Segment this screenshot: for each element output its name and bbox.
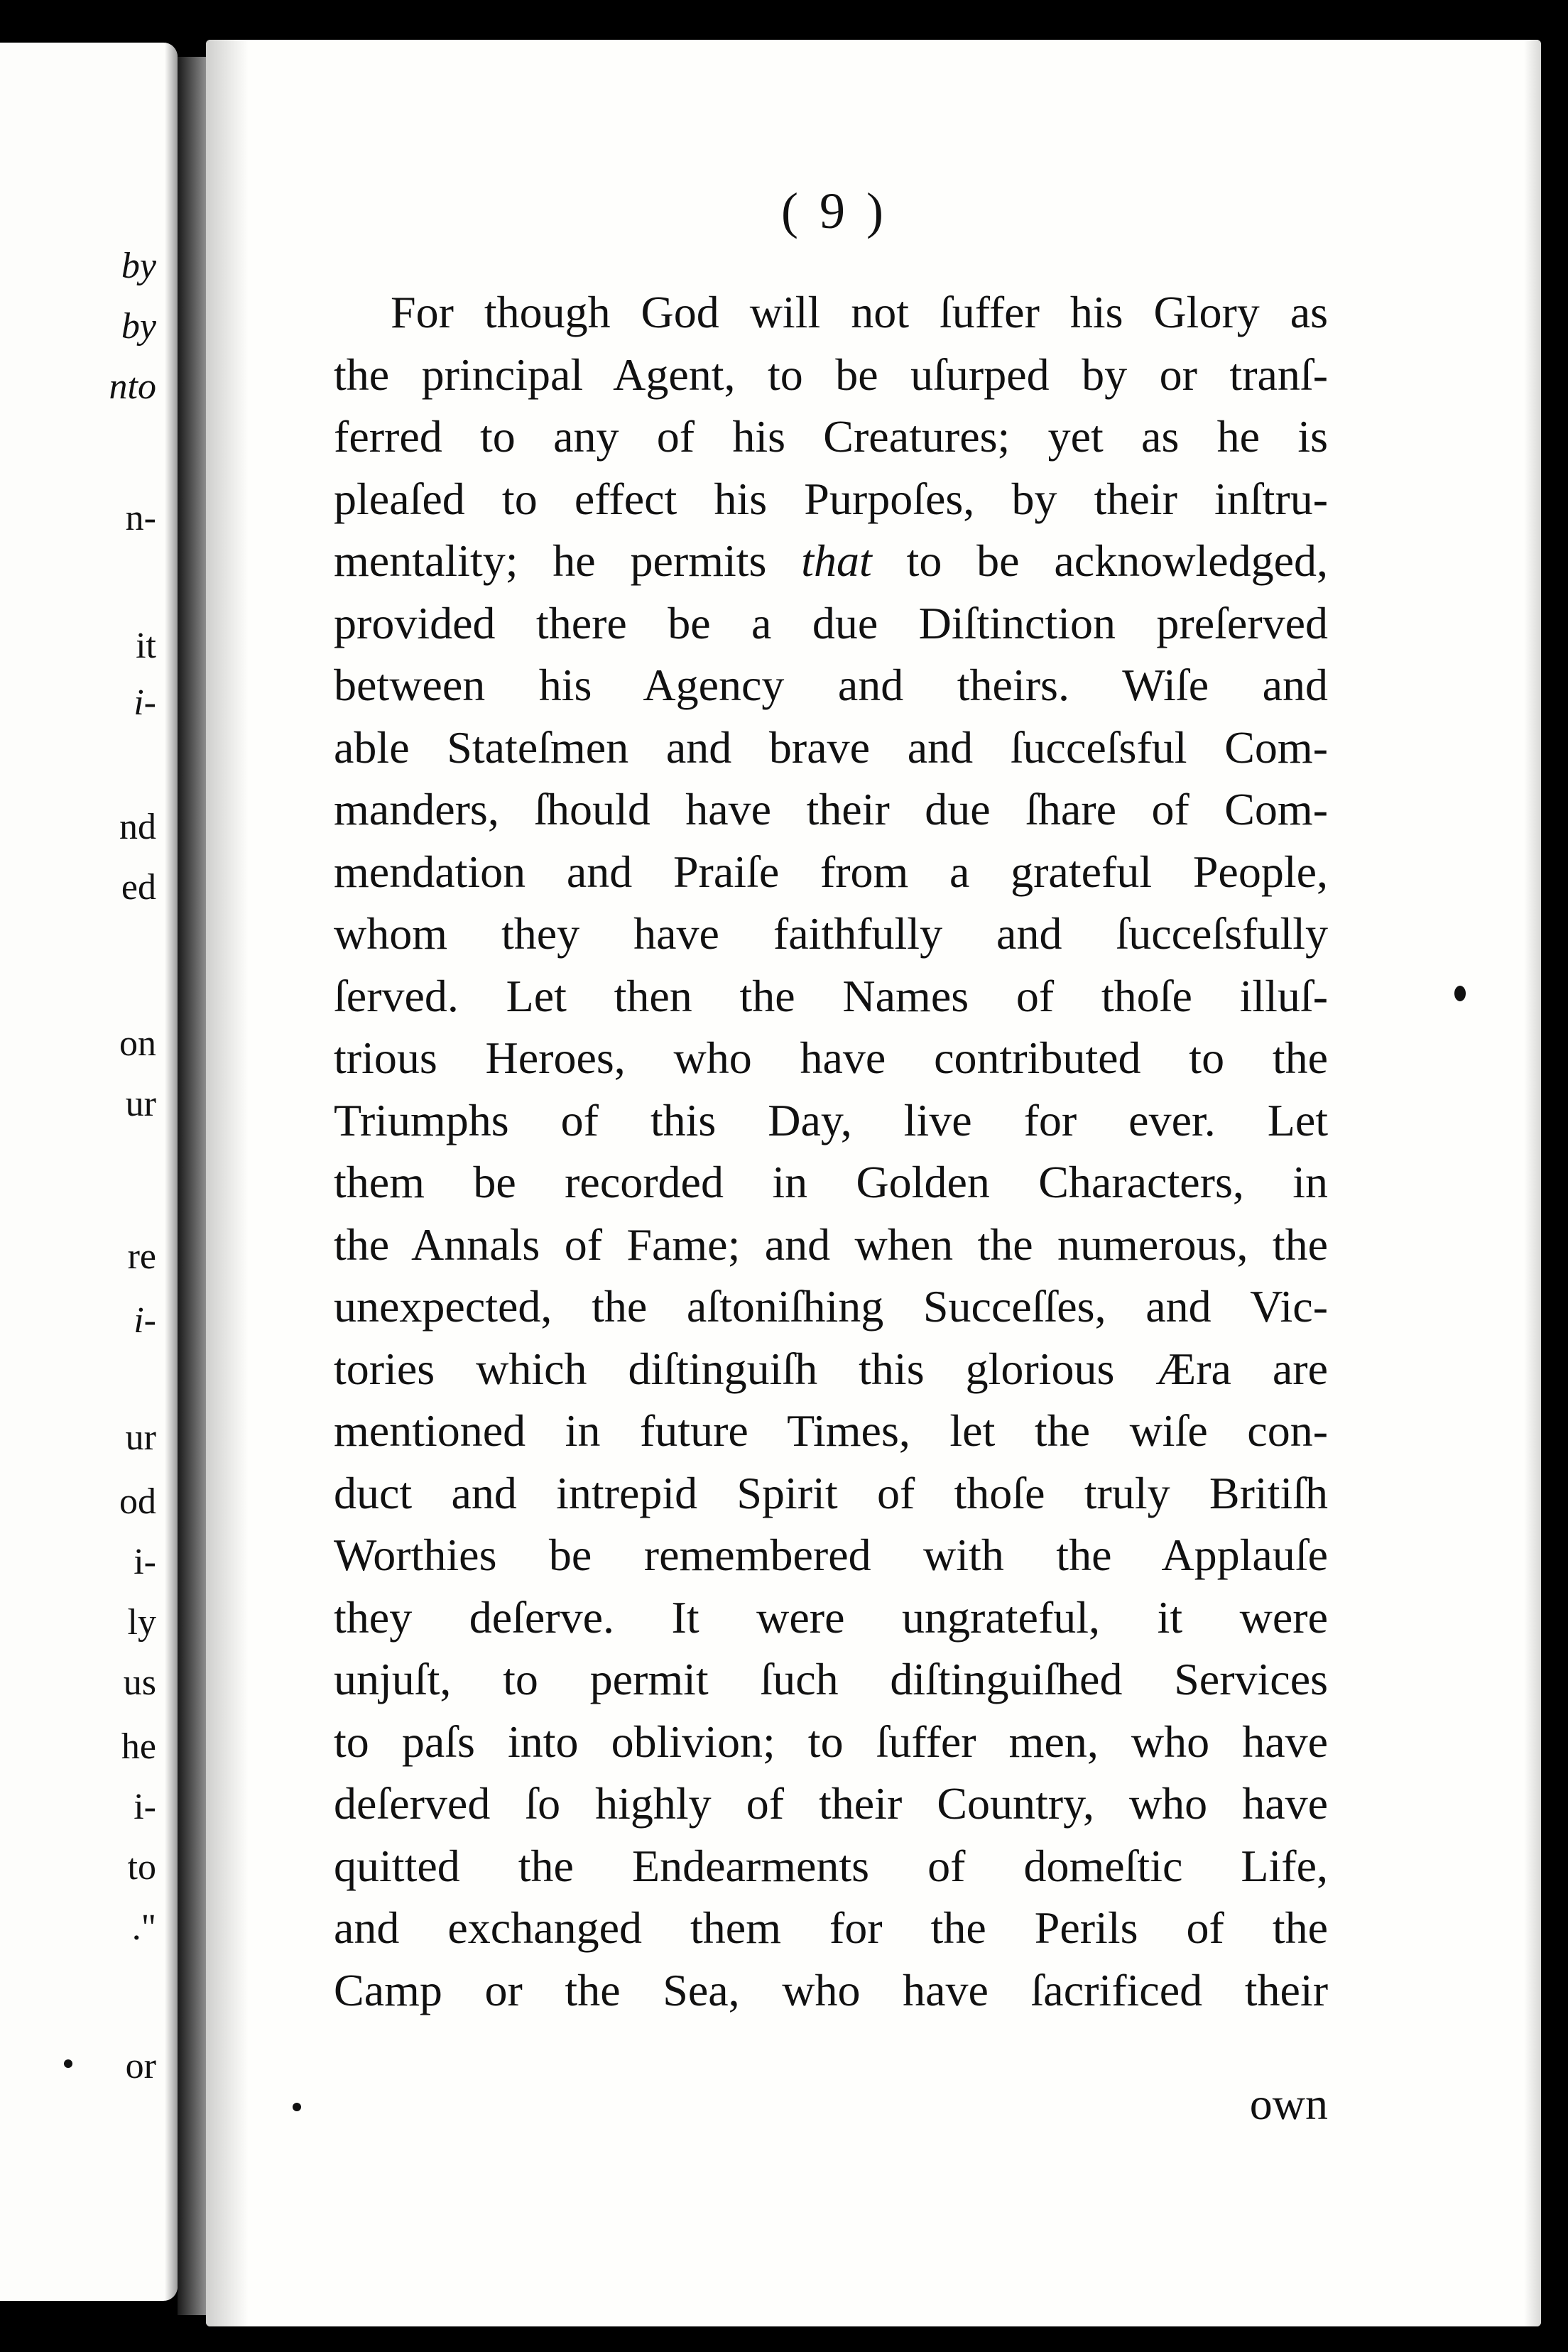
margin-fragment: by <box>121 246 156 286</box>
left-page-gutter-shadow <box>165 43 178 2301</box>
text-line: to paſs into oblivion; to ſuffer men, who have <box>334 1716 1328 1767</box>
text-line: manders, ſhould have their due ſhare of Com- <box>334 784 1328 834</box>
margin-fragment: i- <box>134 1300 156 1341</box>
margin-fragment: ur <box>125 1417 156 1458</box>
margin-fragment: ur <box>125 1084 156 1124</box>
text-line: unjuſt, to permit ſuch diſtinguiſhed Services <box>334 1654 1328 1704</box>
margin-fragment: it <box>136 626 156 666</box>
margin-fragment: on <box>119 1023 156 1064</box>
text-line: pleaſed to effect his Purpoſes, by their inſtru- <box>334 473 1328 524</box>
page-inner-shadow <box>206 40 249 2326</box>
text-line: Worthies be remembered with the Applauſe <box>334 1530 1328 1580</box>
text-line: quitted the Endearments of domeſtic Life, <box>334 1840 1328 1891</box>
margin-fragment: i- <box>134 682 156 723</box>
text-line: the Annals of Fame; and when the numerous, the <box>334 1219 1328 1270</box>
margin-fragment: ." <box>131 1907 156 1948</box>
catchword: own <box>1249 2079 1328 2129</box>
text-line: deſerved ſo highly of their Country, who have <box>334 1778 1328 1829</box>
text-line: Triumphs of this Day, live for ever. Let <box>334 1094 1328 1145</box>
text-line: duct and intrepid Spirit of thoſe truly Britiſh <box>334 1467 1328 1518</box>
margin-fragment: by <box>121 306 156 347</box>
text-segment: mentality; he permits <box>334 535 802 586</box>
page-number: ( 9 ) <box>781 183 888 239</box>
margin-fragment: ed <box>121 867 156 908</box>
ink-speck <box>1454 986 1466 1001</box>
text-line: tories which diſtinguiſh this glorious Æra are <box>334 1343 1328 1394</box>
text-line: them be recorded in Golden Characters, in <box>334 1157 1328 1207</box>
margin-fragment: or <box>125 2046 156 2086</box>
text-line: they deſerve. It were ungrateful, it were <box>334 1591 1328 1643</box>
text-line: For though God will not ſuffer his Glory as <box>391 287 1328 337</box>
margin-fragment: od <box>119 1481 156 1522</box>
page-body-text <box>334 281 1328 2021</box>
text-line: ferred to any of his Creatures; yet as he is <box>334 411 1328 462</box>
text-line: the principal Agent, to be uſurped by or tranſ- <box>334 349 1328 400</box>
page-right-edge <box>1524 40 1541 2326</box>
left-facing-page <box>0 43 178 2301</box>
text-line: unexpected, the aſtoniſhing Succeſſes, and Vic- <box>334 1281 1328 1332</box>
margin-fragment: he <box>121 1726 156 1767</box>
text-line: mendation and Praiſe from a grateful People, <box>334 846 1328 897</box>
text-line: Camp or the Sea, who have ſacrificed their <box>334 1964 1328 2015</box>
margin-fragment: re <box>127 1236 156 1277</box>
text-line: mentioned in future Times, let the wiſe con- <box>334 1405 1328 1456</box>
text-line: able Stateſmen and brave and ſucceſsful Com- <box>334 722 1328 773</box>
margin-fragment: nd <box>119 807 156 847</box>
text-line <box>334 530 1328 592</box>
text-line: provided there be a due Diſtinction preſerved <box>334 597 1328 648</box>
text-line: trious Heroes, who have contributed to the <box>334 1033 1328 1083</box>
margin-fragment: i- <box>134 1542 156 1582</box>
text-line: and exchanged them for the Perils of the <box>334 1902 1328 1953</box>
margin-fragment: to <box>127 1847 156 1888</box>
text-line: whom they have faithfully and ſucceſsfully <box>334 908 1328 959</box>
margin-fragment: i- <box>134 1787 156 1827</box>
text-line: ſerved. Let then the Names of thoſe illuſ- <box>334 970 1328 1021</box>
text-segment: to be acknowledged, <box>871 535 1328 586</box>
margin-fragment: ly <box>127 1602 156 1643</box>
text-line: between his Agency and theirs. Wiſe and <box>334 660 1328 710</box>
margin-fragment: nto <box>109 366 156 407</box>
ink-speck <box>64 2059 72 2068</box>
italic-word: that <box>801 535 872 586</box>
main-page <box>206 40 1541 2326</box>
margin-fragment: n- <box>125 498 156 538</box>
margin-fragment: us <box>123 1662 156 1703</box>
ink-speck <box>293 2103 301 2111</box>
